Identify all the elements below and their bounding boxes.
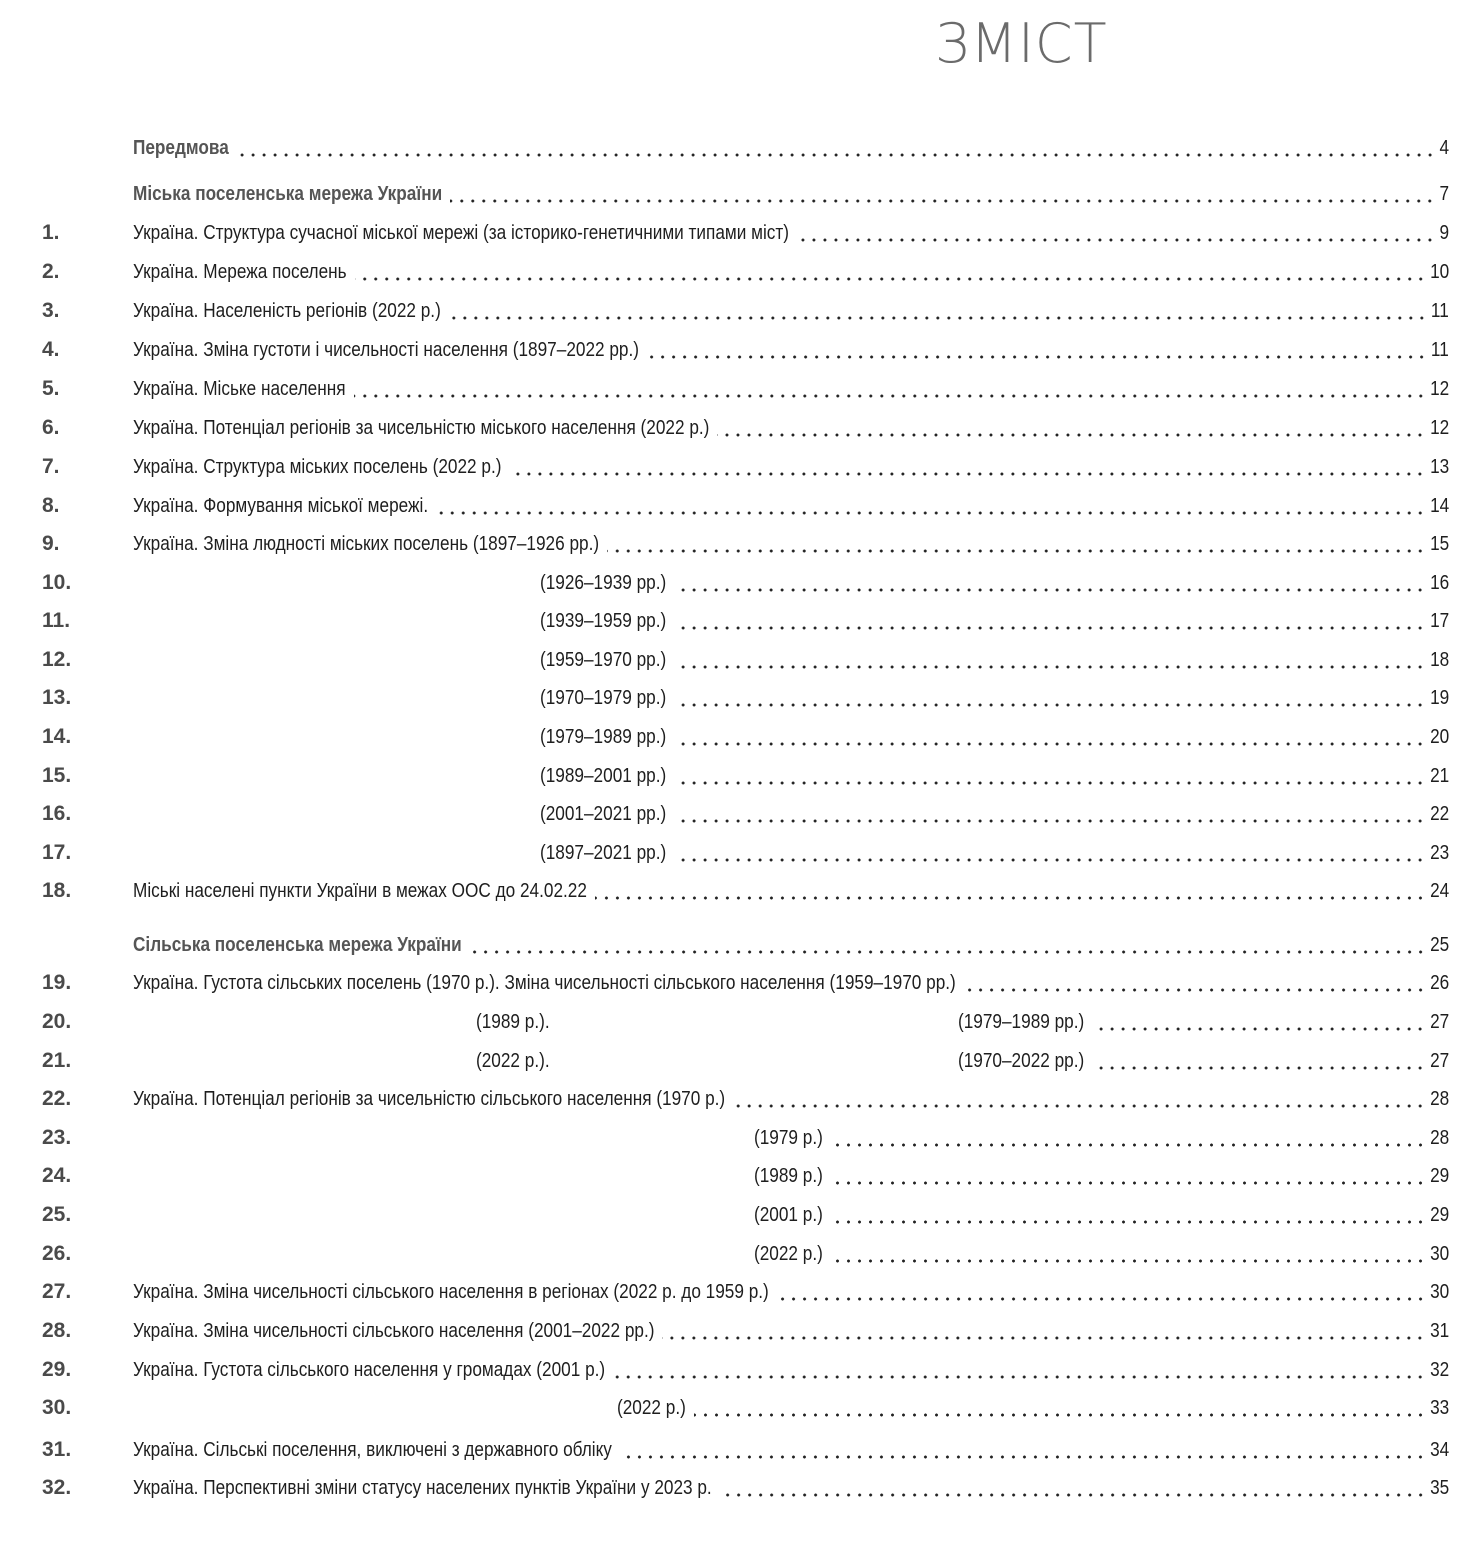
toc-entry[interactable]	[0, 1312, 1473, 1350]
page-number: 19	[1429, 687, 1449, 709]
entry-number: 11.	[42, 609, 71, 632]
entry-number: 16.	[42, 802, 72, 825]
dot-leader	[354, 394, 1426, 398]
entry-number: 7.	[42, 455, 60, 478]
entry-title: (2022 р.)	[754, 1243, 823, 1265]
entry-title: Україна. Міське населення	[133, 378, 346, 400]
page-number: 32	[1429, 1359, 1449, 1381]
entry-title-secondary: (1979–1989 рр.)	[958, 1011, 1085, 1033]
entry-title: (1989 р.)	[754, 1165, 823, 1187]
entry-title: (1989–2001 рр.)	[540, 765, 667, 787]
entry-number: 32.	[42, 1476, 72, 1499]
dot-leader	[964, 988, 1426, 992]
page-number: 30	[1429, 1243, 1449, 1265]
page-number: 25	[1429, 934, 1449, 956]
page-number: 7	[1439, 183, 1449, 205]
entry-number: 22.	[42, 1087, 72, 1110]
toc-entry[interactable]	[0, 1273, 1473, 1311]
toc-entry[interactable]	[0, 214, 1473, 252]
entry-number: 19.	[42, 971, 72, 994]
page-number: 31	[1429, 1320, 1449, 1342]
toc-section-heading[interactable]	[0, 175, 1473, 213]
dot-leader	[509, 472, 1425, 476]
entry-title: Україна. Потенціал регіонів за чисельністю сільського населення (1970 р.)	[133, 1088, 726, 1110]
entry-title: Міська поселенська мережа України	[133, 183, 443, 205]
entry-number: 27.	[42, 1280, 72, 1303]
dot-leader	[607, 549, 1426, 553]
page-number: 35	[1429, 1477, 1449, 1499]
entry-number: 5.	[42, 377, 60, 400]
toc-entry[interactable]	[0, 1389, 1473, 1427]
entry-title: Україна. Потенціал регіонів за чисельністю міського населення (2022 р.)	[133, 417, 710, 439]
entry-number: 10.	[42, 571, 72, 594]
entry-title: (1959–1970 рр.)	[540, 649, 667, 671]
entry-title: Сільська поселенська мережа України	[133, 934, 462, 956]
entry-title: (1970–1979 рр.)	[540, 687, 667, 709]
page-number: 34	[1429, 1439, 1449, 1461]
entry-title: Україна. Сільські поселення, виключені з державного обліку	[133, 1439, 612, 1461]
toc-entry[interactable]	[0, 1080, 1473, 1118]
entry-title: (1897–2021 рр.)	[540, 842, 667, 864]
entry-title: Україна. Структура сучасної міської мережі (за історико-генетичними типами міст)	[133, 222, 789, 244]
entry-title: (1979 р.)	[754, 1127, 823, 1149]
dot-leader	[674, 626, 1426, 630]
entry-number: 26.	[42, 1242, 72, 1265]
toc-entry[interactable]	[0, 1196, 1473, 1234]
entry-title-secondary: (1970–2022 рр.)	[958, 1050, 1085, 1072]
toc-entry[interactable]	[0, 370, 1473, 408]
entry-title: Україна. Структура міських поселень (2022 р.)	[133, 456, 502, 478]
dot-leader	[797, 238, 1435, 242]
entry-number: 15.	[42, 764, 72, 787]
toc-entry[interactable]	[0, 1469, 1473, 1507]
entry-number: 31.	[42, 1438, 72, 1461]
toc-entry[interactable]	[0, 1119, 1473, 1157]
page-number: 12	[1429, 378, 1449, 400]
entry-title: Передмова	[133, 137, 229, 159]
dot-leader	[674, 703, 1426, 707]
page-number: 17	[1429, 610, 1449, 632]
entry-number: 24.	[42, 1164, 72, 1187]
page-number: 12	[1429, 417, 1449, 439]
page-number: 24	[1429, 880, 1449, 902]
page-number: 10	[1429, 261, 1449, 283]
page-number: 30	[1429, 1281, 1449, 1303]
dot-leader	[449, 316, 1427, 320]
toc-entry[interactable]	[0, 872, 1473, 910]
toc-entry[interactable]	[0, 641, 1473, 679]
entry-number: 8.	[42, 494, 60, 517]
entry-number: 12.	[42, 648, 72, 671]
toc-entry[interactable]	[0, 1003, 1473, 1041]
page-number: 14	[1429, 495, 1449, 517]
dot-leader	[674, 858, 1426, 862]
page-number: 27	[1429, 1011, 1449, 1033]
page-number: 29	[1429, 1165, 1449, 1187]
dot-leader	[1092, 1027, 1426, 1031]
entry-title: Україна. Населеність регіонів (2022 р.)	[133, 300, 441, 322]
dot-leader	[647, 355, 1427, 359]
toc-entry[interactable]	[0, 525, 1473, 563]
entry-number: 4.	[42, 338, 60, 361]
dot-leader	[674, 588, 1426, 592]
dot-leader	[674, 742, 1426, 746]
dot-leader	[674, 665, 1426, 669]
dot-leader	[595, 896, 1426, 900]
page-number: 28	[1429, 1088, 1449, 1110]
page-number: 21	[1429, 765, 1449, 787]
toc-section-heading[interactable]	[0, 926, 1473, 964]
dot-leader	[450, 199, 1435, 203]
dot-leader	[662, 1336, 1425, 1340]
toc-entry[interactable]	[0, 602, 1473, 640]
entry-title: (2001 р.)	[754, 1204, 823, 1226]
entry-title: Україна. Зміна чисельності сільського населення (2001–2022 рр.)	[133, 1320, 655, 1342]
entry-number: 2.	[42, 260, 60, 283]
dot-leader	[1092, 1066, 1426, 1070]
page-number: 26	[1429, 972, 1449, 994]
toc-entry[interactable]	[0, 834, 1473, 872]
page-number: 27	[1429, 1050, 1449, 1072]
dot-leader	[355, 277, 1426, 281]
page-number: 9	[1439, 222, 1449, 244]
dot-leader	[733, 1104, 1426, 1108]
toc-entry[interactable]	[0, 795, 1473, 833]
toc-entry[interactable]	[0, 564, 1473, 602]
dot-leader	[237, 153, 1436, 157]
page-number: 11	[1431, 339, 1449, 361]
dot-leader	[777, 1297, 1426, 1301]
page-number: 20	[1429, 726, 1449, 748]
entry-title: Україна. Перспективні зміни статусу населених пунктів України у 2023 р.	[133, 1477, 712, 1499]
page-number: 16	[1429, 572, 1449, 594]
entry-number: 9.	[42, 532, 60, 555]
dot-leader	[694, 1413, 1426, 1417]
entry-title: Україна. Зміна людності міських поселень (1897–1926 рр.)	[133, 533, 600, 555]
dot-leader	[831, 1259, 1426, 1263]
entry-title: Україна. Зміна густоти і чисельності населення (1897–2022 рр.)	[133, 339, 640, 361]
entry-number: 14.	[42, 725, 72, 748]
entry-number: 6.	[42, 416, 60, 439]
toc-entry[interactable]	[0, 757, 1473, 795]
page-number: 23	[1429, 842, 1449, 864]
entry-title: Україна. Густота сільського населення у громадах (2001 р.)	[133, 1359, 606, 1381]
toc-entry[interactable]	[0, 1431, 1473, 1469]
toc-entry[interactable]	[0, 964, 1473, 1002]
entry-number: 1.	[42, 221, 60, 244]
entry-title: (2001–2021 рр.)	[540, 803, 667, 825]
page-number: 15	[1429, 533, 1449, 555]
page-number: 29	[1429, 1204, 1449, 1226]
entry-title: (1979–1989 рр.)	[540, 726, 667, 748]
toc-entry[interactable]	[0, 409, 1473, 447]
toc-section-heading[interactable]	[0, 129, 1473, 167]
page-number: 33	[1429, 1397, 1449, 1419]
toc-entry[interactable]	[0, 487, 1473, 525]
dot-leader	[436, 511, 1426, 515]
entry-number: 25.	[42, 1203, 72, 1226]
dot-leader	[831, 1220, 1426, 1224]
toc-entry[interactable]	[0, 1042, 1473, 1080]
dot-leader	[831, 1181, 1426, 1185]
entry-title: Україна. Формування міської мережі.	[133, 495, 429, 517]
toc-entry[interactable]	[0, 718, 1473, 756]
toc-entry[interactable]	[0, 253, 1473, 291]
entry-number: 13.	[42, 686, 72, 709]
toc-entry[interactable]	[0, 1351, 1473, 1389]
dot-leader	[620, 1455, 1426, 1459]
entry-title: Україна. Мережа поселень	[133, 261, 347, 283]
toc-entry[interactable]	[0, 448, 1473, 486]
page-number: 11	[1431, 300, 1449, 322]
entry-title: (1939–1959 рр.)	[540, 610, 667, 632]
entry-number: 30.	[42, 1396, 72, 1419]
entry-title: Міські населені пункти України в межах ООС до 24.02.22	[133, 880, 587, 902]
page-title: ЗМІСТ	[935, 12, 1108, 75]
toc-entry[interactable]	[0, 292, 1473, 330]
entry-title: (2022 р.).	[476, 1050, 550, 1072]
entry-number: 21.	[42, 1049, 72, 1072]
entry-title: (1926–1939 рр.)	[540, 572, 667, 594]
entry-number: 28.	[42, 1319, 72, 1342]
dot-leader	[717, 433, 1425, 437]
entry-number: 3.	[42, 299, 60, 322]
page-number: 28	[1429, 1127, 1449, 1149]
dot-leader	[470, 950, 1426, 954]
toc-entry[interactable]	[0, 1235, 1473, 1273]
dot-leader	[613, 1375, 1426, 1379]
dot-leader	[674, 781, 1426, 785]
entry-title: Україна. Густота сільських поселень (1970 р.). Зміна чисельності сільського населення (1959–1970 рр.)	[133, 972, 956, 994]
page-number: 13	[1429, 456, 1449, 478]
entry-number: 18.	[42, 879, 72, 902]
toc-entry[interactable]	[0, 679, 1473, 717]
entry-title: Україна. Зміна чисельності сільського населення в регіонах (2022 р. до 1959 р.)	[133, 1281, 769, 1303]
dot-leader	[720, 1493, 1426, 1497]
entry-number: 29.	[42, 1358, 72, 1381]
entry-number: 23.	[42, 1126, 72, 1149]
entry-number: 20.	[42, 1010, 72, 1033]
page-number: 4	[1439, 137, 1449, 159]
entry-title: (2022 р.)	[617, 1397, 686, 1419]
entry-title: (1989 р.).	[476, 1011, 550, 1033]
dot-leader	[831, 1143, 1426, 1147]
page-number: 22	[1429, 803, 1449, 825]
page-number: 18	[1429, 649, 1449, 671]
dot-leader	[674, 819, 1426, 823]
entry-number: 17.	[42, 841, 72, 864]
toc-entry[interactable]	[0, 331, 1473, 369]
toc-entry[interactable]	[0, 1157, 1473, 1195]
